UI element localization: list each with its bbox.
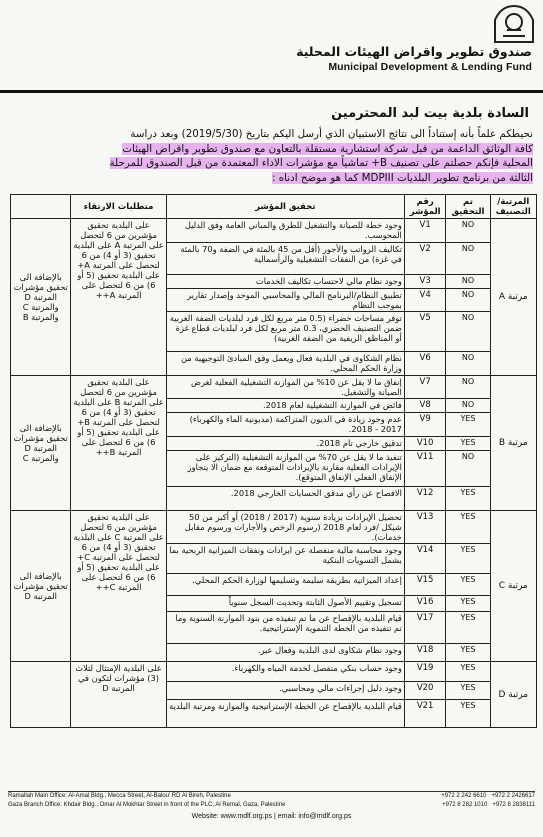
cell-indicator-no: V15 (404, 574, 446, 596)
table-row (11, 376, 537, 399)
cell-upgrade: على البلدية تحقيق مؤشرين من 6 لتحصل على المرتبة B على البلدية تحقيق (3 أو 4) من 6 لتحصل على المرتبة B+ على البلدية تحقيق (5 أو 6) من 6 لتحصل على المرتبة B++ (71, 376, 166, 511)
cell-requirement: إعداد الميزانية بطريقة سليمة وتسليمها لوزارة الحكم المحلي. (166, 574, 404, 596)
col-upgrade: متطلبات الارتقاء (71, 195, 166, 219)
cell-requirement: إنفاق ما لا يقل عن 10% من الموازنة التشغيلية الفعلية لغرض الصيانة والتشغيل. (166, 376, 404, 399)
cell-requirement: تحصيل الإيرادات بزيادة سنوية (2017 / 2018) أو أكبر من 50 شيكل /فرد لعام 2018 (رسوم الرخص والأجارات ورسوم مقابل خدمات). (166, 511, 404, 544)
cell-requirement: قيام البلدية بالإفصاح عن الخطة الإستراتيجية والموازنة ومرتبة البلدية (166, 700, 404, 728)
indicators-table (10, 194, 537, 728)
cell-requirement: وجود حساب بنكي منفصل لخدمة المياه والكهرباء. (166, 662, 404, 682)
cell-requirement: تنفيذ ما لا يقل عن 70% من الموازنة التشغيلية (التركيز على الإيرادات الفعلية مقارنة بالإيرادات المتوقعة مع ضمان الا يتجاوز الإنفاق الفعلي الإنفاق المتوقع). (166, 451, 404, 487)
cell-indicator-no: V4 (404, 289, 446, 312)
cell-achieved: YES (446, 644, 490, 662)
cell-achieved: NO (446, 399, 490, 413)
footer-divider (8, 791, 535, 792)
cell-indicator-no: V7 (404, 376, 446, 399)
cell-achieved: YES (446, 511, 490, 544)
cell-achieved: NO (446, 451, 490, 487)
cell-achieved: YES (446, 596, 490, 612)
cell-indicator-no: V16 (404, 596, 446, 612)
cell-requirement: تسجيل وتقييم الأصول الثابتة وتحديث السجل سنوياً (166, 596, 404, 612)
cell-indicator-no: V1 (404, 219, 446, 243)
cell-indicator-no: V2 (404, 243, 446, 275)
cell-requirement: توفر مساحات خضراء (0.5 متر مربع لكل فرد لبلديات الضفة الغربية ضمن التصنيف الحضري، 0.3 متر مربع لكل فرد لبلديات قطاع غزة أو المناطق الريفية من الضفة الغربية) (166, 312, 404, 352)
cell-achieved: NO (446, 376, 490, 399)
table-header-row (11, 195, 537, 219)
col-achieved: تم التحقيق (446, 195, 490, 219)
cell-achieved: NO (446, 243, 490, 275)
cell-achieved: NO (446, 289, 490, 312)
cell-indicator-no: V20 (404, 682, 446, 700)
cell-indicator-no: V19 (404, 662, 446, 682)
cell-indicator-no: V8 (404, 399, 446, 413)
col-note (11, 195, 71, 219)
footer-fax: +972 2 2426617 (491, 793, 535, 799)
cell-indicator-no: V5 (404, 312, 446, 352)
footer-phone: +972 2 242 6610 (441, 793, 487, 799)
cell-requirement: نظام الشكاوى في البلدية فعال ويعمل وفق المبادئ التوجيهية من وزارة الحكم المحلي. (166, 352, 404, 376)
cell-achieved: YES (446, 682, 490, 700)
cell-achieved: YES (446, 700, 490, 728)
cell-indicator-no: V9 (404, 413, 446, 437)
cell-indicator-no: V13 (404, 511, 446, 544)
cell-achieved: YES (446, 662, 490, 682)
intro-paragraph (8, 127, 533, 185)
cell-indicator-no: V17 (404, 612, 446, 644)
cell-requirement: الافصاح عن رأي مدقق الحسابات الخارجي 2018. (166, 487, 404, 511)
cell-requirement: وجود نظام مالي لاحتساب تكاليف الخدمات (166, 275, 404, 289)
cell-upgrade: على البلدية تحقيق مؤشرين من 6 لتحصل على المرتبة C على البلدية تحقيق (3 أو 4) من 6 لتحصل على المرتبة C+ على البلدية تحقيق (5 أو 6) من 6 لتحصل على المرتبة C++ (71, 511, 166, 662)
cell-requirement: تكاليف الرواتب والأجور (أقل من 45 بالمئة في الضفة و70 بالمئة في غزة) من النفقات التشغيلية والرأسمالية (166, 243, 404, 275)
col-indicator-no: رقم المؤشر (404, 195, 446, 219)
cell-indicator-no: V6 (404, 352, 446, 376)
cell-note: بالإضافة الى تحقيق مؤشرات المرتبة D والمرتبة C والمرتبة B (11, 219, 71, 376)
footer-ramallah: Ramallah Main Office: Al-Amal Bldg., Mecca Street, Al-Balou' RD Al Bireh, Palestine (8, 793, 231, 799)
greeting: السادة بلدية بيت لبد المحترمين (331, 106, 529, 121)
cell-achieved: NO (446, 352, 490, 376)
cell-note (11, 662, 71, 728)
intro-line: نحيطكم علماً بأنه إستناداً الى نتائج الاستبيان الذي أرسل اليكم بتاريخ (2019/5/30) وبعد دراسة (130, 128, 533, 140)
col-requirement: تحقيق المؤشر (166, 195, 404, 219)
footer-gaza: Gaza Branch Office: Khdair Bldg., Omar Al Mokhtar Street in front of the PLC, Al Remal, Gaza, Palestine (8, 802, 286, 808)
cell-upgrade: على البلدية الإمتثال لثلاث (3) مؤشرات لتكون في المرتبة D (71, 662, 166, 728)
cell-classification: مرتبة C (490, 511, 536, 662)
cell-indicator-no: V18 (404, 644, 446, 662)
cell-indicator-no: V3 (404, 275, 446, 289)
cell-requirement: تطبيق النظام/البرنامج المالي والمحاسبي الموحد وإصدار تقارير بموجب النظام (166, 289, 404, 312)
cell-requirement: وجود خطة للصيانة والتشغيل للطرق والمباني العامة وفق الدليل المحوسب. (166, 219, 404, 243)
footer-web: Website: www.mdlf.org.ps | email: info@mdlf.org.ps (191, 813, 352, 820)
letterhead (262, 44, 532, 86)
org-name-english: Municipal Development & Lending Fund (328, 61, 532, 73)
cell-achieved: NO (446, 219, 490, 243)
cell-indicator-no: V14 (404, 544, 446, 574)
cell-indicator-no: V11 (404, 451, 446, 487)
footer (8, 793, 535, 820)
cell-classification: مرتبة D (490, 662, 536, 728)
cell-achieved: YES (446, 544, 490, 574)
cell-indicator-no: V21 (404, 700, 446, 728)
footer-fax: +972 8 2838111 (492, 802, 535, 808)
table-row (11, 219, 537, 243)
intro-line-highlighted: المحلية فإنكم حصلتم على تصنيف B+ تماشياً مع مؤشرات الاداء المعتمدة من قبل الصندوق للمرحلة (109, 157, 533, 169)
table-body (11, 219, 537, 728)
col-classification: المرتبة/التصنيف (490, 195, 536, 219)
cell-requirement: فائض في الموازنة التشغيلية لعام 2018. (166, 399, 404, 413)
table-row (11, 511, 537, 544)
cell-achieved: NO (446, 275, 490, 289)
intro-line-highlighted: الثالثة من برنامج تطوير البلديات MDPIII كما هو موضح ادناه : (271, 171, 533, 184)
cell-requirement: عدم وجود زيادة في الديون المتراكمة (مديونية الماء والكهرباء) 2017 - 2018. (166, 413, 404, 437)
cell-achieved: YES (446, 487, 490, 511)
cell-achieved: NO (446, 312, 490, 352)
cell-note: بالإضافة الى تحقيق مؤشرات المرتبة D (11, 511, 71, 662)
cell-achieved: YES (446, 612, 490, 644)
footer-phone: +972 8 282 1010 (442, 802, 488, 808)
cell-requirement: وجود نظام شكاوى لدى البلدية وفعال عبر. (166, 644, 404, 662)
intro-line-highlighted: كافة الوثائق الداعمة من قبل شركة استشارية مستقلة بالتعاون مع صندوق تطوير واقراض الهيئات (122, 142, 533, 155)
cell-requirement: وجود دليل إجراءات مالي ومحاسبي. (166, 682, 404, 700)
cell-indicator-no: V10 (404, 437, 446, 451)
cell-indicator-no: V12 (404, 487, 446, 511)
cell-classification: مرتبة B (490, 376, 536, 511)
header-divider (0, 90, 543, 93)
cell-note: بالإضافة الى تحقيق مؤشرات المرتبة D والمرتبة C (11, 376, 71, 511)
table-row (11, 662, 537, 682)
cell-classification: مرتبة A (490, 219, 536, 376)
cell-achieved: YES (446, 437, 490, 451)
cell-requirement: تدقيق خارجي تام 2018. (166, 437, 404, 451)
mdlf-logo-icon (491, 2, 537, 44)
org-name-arabic: صندوق تطوير واقراض الهيئات المحلية (296, 44, 532, 59)
cell-achieved: YES (446, 413, 490, 437)
cell-requirement: قيام البلدية بالإفصاح عن ما تم تنفيذه من بنود الموازنة السنوية وما تم تنفيذه من الخطة التنموية الإستراتيجية. (166, 612, 404, 644)
cell-achieved: YES (446, 574, 490, 596)
cell-upgrade: على البلدية تحقيق مؤشرين من 6 لتحصل على المرتبة A على البلدية تحقيق (3 أو 4) من 6 لتحصل على المرتبة A+ على البلدية تحقيق (5 أو 6) من 6 لتحصل على المرتبة A++ (71, 219, 166, 376)
cell-requirement: وجود محاسبة مالية منفصلة عن ايرادات ونفقات الميزانية الربحية بما يشمل التسويات البنكية (166, 544, 404, 574)
